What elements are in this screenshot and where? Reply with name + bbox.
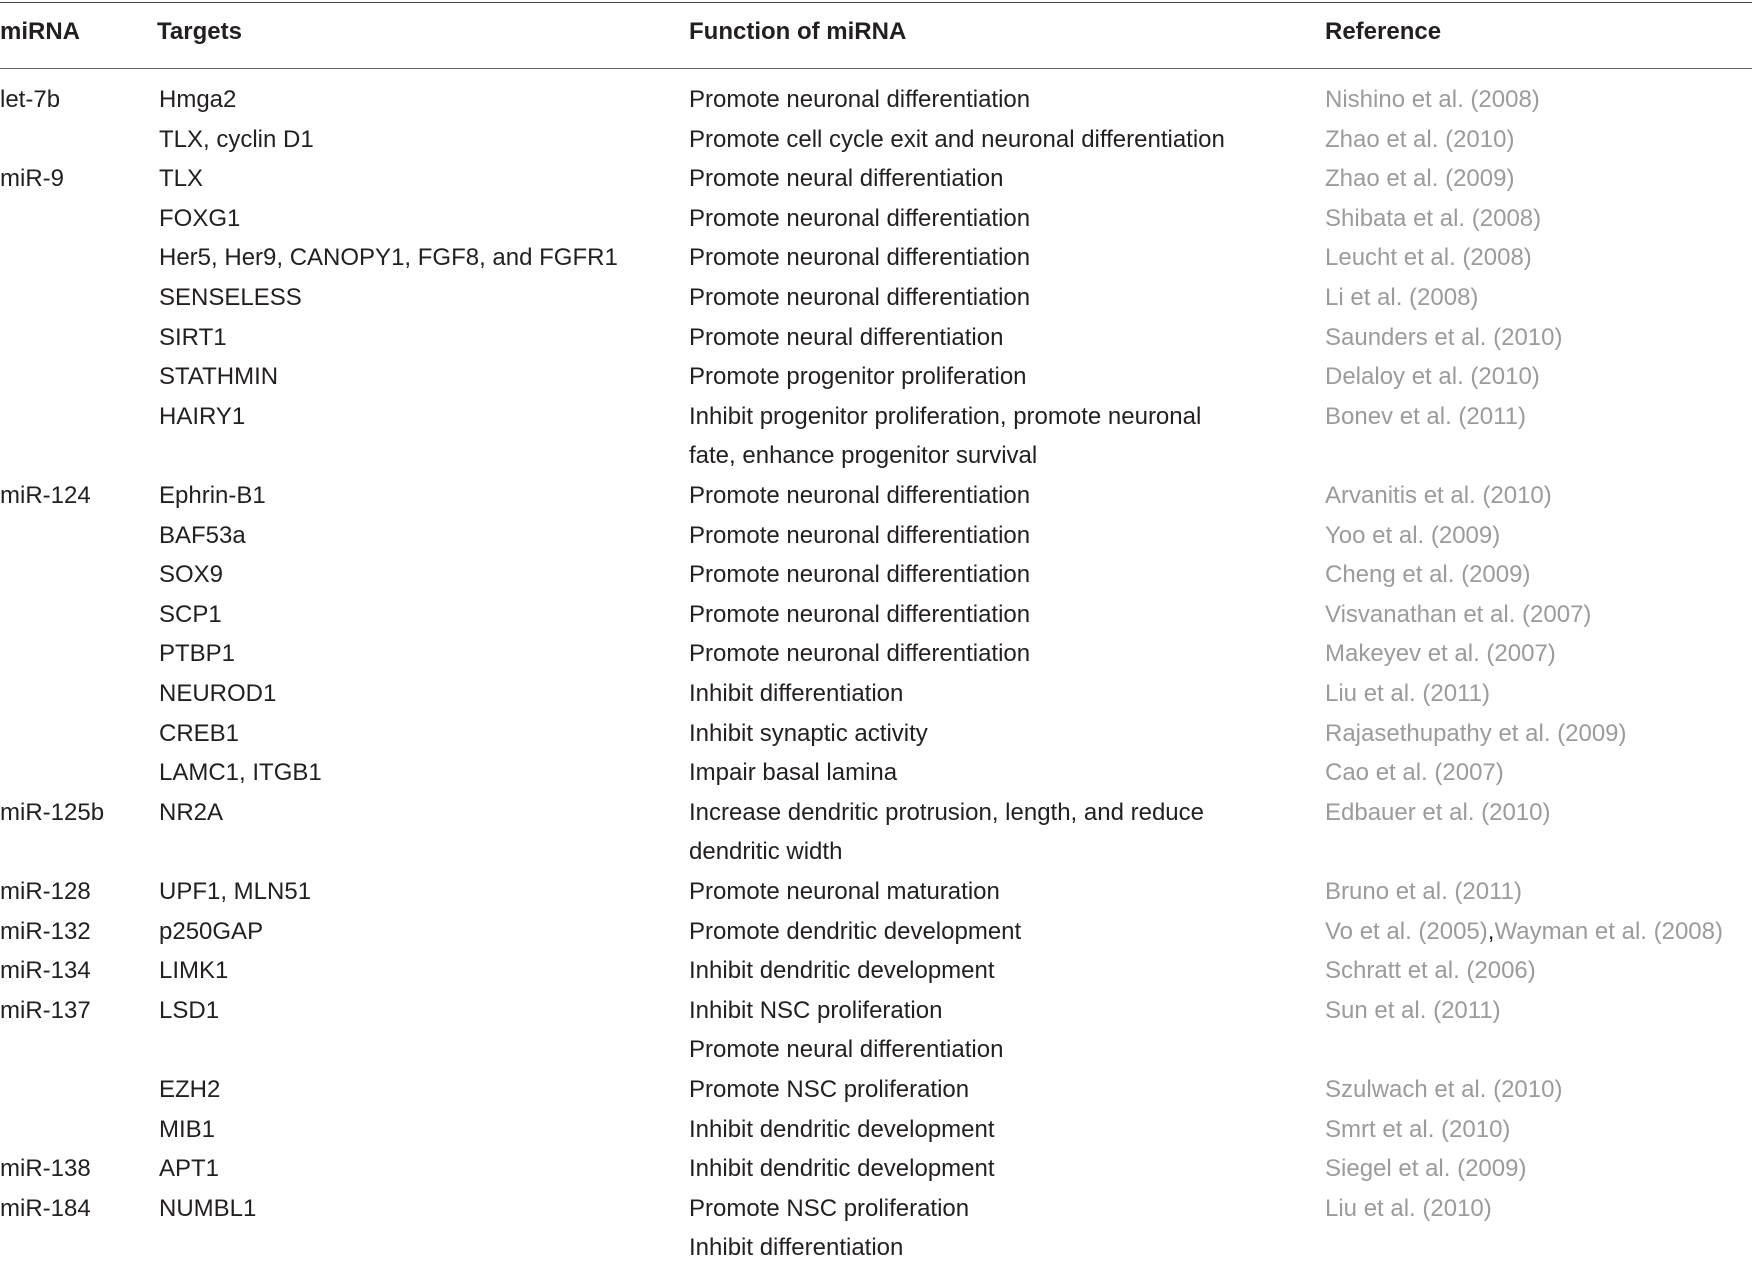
cell-reference [1325,1149,1526,1189]
reference-link[interactable]: Bruno et al. (2011) [1325,878,1523,905]
reference-link[interactable]: Visvanathan et al. (2007) [1325,600,1592,628]
cell-function: Promote neuronal differentiation [689,521,1031,549]
cell-reference [1325,595,1591,635]
cell-reference [1325,793,1550,833]
cell-reference [1325,555,1530,595]
cell-function: Promote neuronal differentiation [689,600,1031,628]
cell-targets: SOX9 [159,561,224,589]
reference-link[interactable]: Zhao et al. (2009) [1325,165,1515,193]
cell-targets: APT1 [159,1155,220,1183]
cell-reference [1325,278,1478,318]
reference-link[interactable]: Smrt et al. (2010) [1325,1115,1511,1143]
cell-targets: UPF1, MLN51 [159,878,312,905]
reference-link[interactable]: Bonev et al. (2011) [1325,402,1527,430]
header-mirna: miRNA [0,18,81,45]
reference-link[interactable]: Wayman et al. (2008) [1494,917,1723,945]
cell-function: Inhibit synaptic activity [689,719,928,747]
cell-mirna: miR-125b [0,798,105,826]
cell-function: Promote neuronal differentiation [689,86,1031,113]
reference-link[interactable]: Li et al. (2008) [1325,284,1479,311]
cell-mirna: miR-134 [0,957,91,985]
cell-reference [1325,674,1490,714]
cell-targets: p250GAP [159,917,264,945]
cell-targets: SCP1 [159,600,222,628]
cell-mirna: miR-138 [0,1155,91,1183]
cell-reference [1325,80,1540,120]
reference-link[interactable]: Makeyev et al. (2007) [1325,640,1556,668]
cell-function: Inhibit dendritic development [689,957,995,985]
cell-reference [1325,318,1562,358]
cell-function: Increase dendritic protrusion, length, and reduce dendritic width [689,798,1204,866]
cell-reference [1325,714,1627,754]
cell-reference [1325,1189,1492,1229]
cell-function: Promote neuronal differentiation [689,482,1031,509]
header-function: Function of miRNA [689,18,907,45]
header-reference: Reference [1325,18,1442,45]
cell-function: Inhibit dendritic development [689,1115,995,1143]
cell-reference [1325,1110,1510,1150]
cell-targets: HAIRY1 [159,402,246,430]
cell-targets: Her5, Her9, CANOPY1, FGF8, and FGFR1 [159,244,618,272]
cell-targets: NUMBL1 [159,1194,257,1222]
cell-function: Promote neural differentiation [689,323,1004,351]
table-top-rule [0,2,1752,3]
cell-function: Promote progenitor proliferation [689,363,1027,391]
reference-link[interactable]: Saunders et al. (2010) [1325,323,1563,351]
reference-link[interactable]: Shibata et al. (2008) [1325,204,1542,232]
cell-function [689,1189,1249,1268]
cell-reference [1325,634,1556,674]
cell-function: Inhibit dendritic development [689,1155,995,1183]
cell-targets: NEUROD1 [159,680,277,707]
cell-function: Promote NSC proliferation [689,1076,970,1103]
reference-link[interactable]: Rajasethupathy et al. (2009) [1325,719,1627,747]
reference-separator: , [1487,917,1495,945]
cell-mirna: miR-184 [0,1194,91,1222]
cell-function [689,991,1249,1070]
cell-function: Promote neuronal differentiation [689,244,1031,272]
reference-link[interactable]: Yoo et al. (2009) [1325,521,1501,549]
reference-link[interactable]: Cheng et al. (2009) [1325,561,1531,589]
reference-link[interactable]: Schratt et al. (2006) [1325,957,1536,985]
cell-reference [1325,1070,1562,1110]
cell-function: Promote neuronal maturation [689,878,1000,905]
cell-mirna: miR-132 [0,917,91,945]
cell-targets: LIMK1 [159,957,229,985]
reference-link[interactable]: Siegel et al. (2009) [1325,1155,1527,1183]
cell-function: Promote neuronal differentiation [689,284,1031,311]
cell-function: Promote neuronal differentiation [689,561,1031,589]
cell-reference [1325,872,1522,912]
cell-targets: EZH2 [159,1076,221,1103]
cell-reference [1325,238,1532,278]
reference-link[interactable]: Nishino et al. (2008) [1325,86,1540,113]
function-line: Promote NSC proliferation [689,1194,970,1222]
function-line: Inhibit differentiation [689,1234,904,1262]
cell-targets: TLX [159,165,204,193]
cell-targets: Ephrin-B1 [159,482,266,509]
cell-function: Promote neural differentiation [689,165,1004,193]
cell-reference [1325,120,1514,160]
header-targets: Targets [157,18,242,45]
cell-targets: PTBP1 [159,640,236,668]
cell-mirna: miR-9 [0,165,64,193]
cell-mirna: miR-137 [0,996,91,1024]
reference-link[interactable]: Leucht et al. (2008) [1325,244,1532,272]
cell-function: Inhibit progenitor proliferation, promote neuronal fate, enhance progenitor survival [689,402,1202,470]
cell-targets: SENSELESS [159,284,302,311]
cell-reference [1325,912,1723,952]
cell-reference [1325,159,1514,199]
reference-link[interactable]: Zhao et al. (2010) [1325,125,1515,153]
reference-link[interactable]: Szulwach et al. (2010) [1325,1076,1563,1103]
cell-targets: LSD1 [159,996,220,1024]
cell-targets: TLX, cyclin D1 [159,125,314,153]
reference-link[interactable]: Delaloy et al. (2010) [1325,363,1540,391]
cell-reference [1325,951,1536,991]
cell-targets: FOXG1 [159,204,241,232]
reference-link[interactable]: Liu et al. (2010) [1325,1194,1492,1222]
cell-targets: LAMC1, ITGB1 [159,759,322,787]
cell-function: Promote neuronal differentiation [689,204,1031,232]
cell-mirna: let-7b [0,86,61,113]
cell-targets: NR2A [159,798,224,826]
cell-targets: SIRT1 [159,323,227,351]
reference-link[interactable]: Cao et al. (2007) [1325,759,1504,787]
cell-targets: STATHMIN [159,363,279,391]
cell-targets: MIB1 [159,1115,216,1143]
cell-targets: Hmga2 [159,86,237,113]
function-line: Inhibit NSC proliferation [689,996,943,1024]
cell-reference [1325,516,1500,556]
cell-targets: BAF53a [159,521,246,549]
cell-reference [1325,199,1541,239]
reference-link[interactable]: Arvanitis et al. (2010) [1325,482,1552,509]
reference-link[interactable]: Liu et al. (2011) [1325,680,1490,707]
cell-reference [1325,357,1540,397]
cell-function: Promote neuronal differentiation [689,640,1031,668]
cell-mirna: miR-128 [0,878,91,905]
cell-mirna: miR-124 [0,482,91,509]
header-bottom-rule [0,68,1752,69]
reference-link[interactable]: Vo et al. (2005) [1325,917,1488,945]
cell-function: Inhibit differentiation [689,680,904,707]
cell-reference [1325,991,1501,1031]
cell-function: Impair basal lamina [689,759,898,787]
cell-reference [1325,476,1552,516]
reference-link[interactable]: Edbauer et al. (2010) [1325,798,1551,826]
function-line: Promote neural differentiation [689,1036,1004,1064]
cell-function: Promote dendritic development [689,917,1022,945]
reference-link[interactable]: Sun et al. (2011) [1325,996,1501,1024]
cell-reference [1325,753,1504,793]
cell-function: Promote cell cycle exit and neuronal differentiation [689,125,1225,153]
cell-reference [1325,397,1526,437]
cell-targets: CREB1 [159,719,240,747]
